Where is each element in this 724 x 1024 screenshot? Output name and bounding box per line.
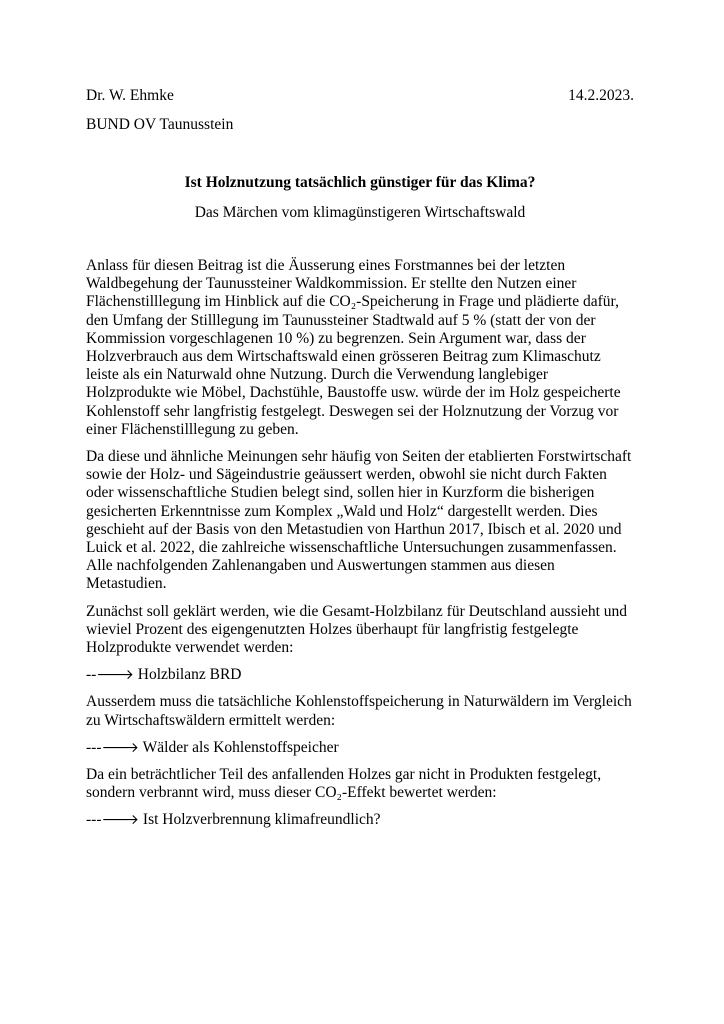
document-date: 14.2.2023. <box>568 87 634 104</box>
link-holzverbrennung[interactable] <box>86 811 634 829</box>
paragraph-context: Da diese und ähnliche Meinungen sehr häufig von Seiten der etablierten Forstwirtschaft sowie der Holz- und Sägeindustrie geäussert werden, obwohl sie nicht durch Fakten oder wissenschaftliche Studien belegt sind, sollen hier in Kurzform die bisherigen gesicherten Erkenntnisse zum Komplex „Wald und Holz“ dargestellt werden. Dies geschieht auf der Basis von den Metastudien von Harthun 2017, Ibisch et al. 2020 und Luick et al. 2022, die zahlreiche wissenschaftliche Untersuchungen zusammenfassen. Alle nachfolgenden Zahlenangaben und Auswertungen stammen aus diesen Metastudien. <box>86 448 632 593</box>
link-label[interactable]: Wälder als Kohlenstoffspeicher <box>142 738 339 756</box>
document-title: Ist Holznutzung tatsächlich günstiger für das Klima? <box>184 174 536 191</box>
paragraph-combustion: Da ein beträchtlicher Teil des anfallenden Holzes gar nicht in Produkten festgelegt, sondern verbrannt wird, muss dieser CO₂-Effekt bewertet werden: <box>86 766 602 802</box>
organization-name: BUND OV Taunusstein <box>86 116 234 133</box>
link-label[interactable]: Holzbilanz BRD <box>137 666 242 684</box>
arrow-right-icon: 🡒 <box>101 812 140 829</box>
paragraph-wood-balance: Zunächst soll geklärt werden, wie die Gesamt-Holzbilanz für Deutschland aussieht und wieviel Prozent des eigengenutzten Holzes überhaupt für langfristig festgelegte Holzprodukte verwendet werden: <box>86 602 628 657</box>
document-subtitle: Das Märchen vom klimagünstigeren Wirtschaftswald <box>194 204 526 221</box>
author-name: Dr. W. Ehmke <box>86 87 174 104</box>
document-body <box>86 257 634 830</box>
arrow-right-icon: 🡒 <box>96 667 134 684</box>
link-kohlenstoffspeicher[interactable] <box>86 739 634 757</box>
link-prefix: -- <box>86 666 97 684</box>
link-holzbilanz[interactable] <box>86 666 634 684</box>
document-page <box>86 86 634 839</box>
arrow-right-icon: 🡒 <box>101 739 140 756</box>
header-row <box>86 86 634 106</box>
link-prefix: --- <box>86 738 102 756</box>
paragraph-carbon-storage: Ausserdem muss die tatsächliche Kohlenstoffspeicherung in Naturwäldern im Vergleich zu Wirtschaftswäldern ermittelt werden: <box>86 693 632 729</box>
link-prefix: --- <box>86 811 102 829</box>
paragraph-intro: Anlass für diesen Beitrag ist die Äusserung eines Forstmannes bei der letzten Waldbegehung der Taunussteiner Waldkommission. Er stellte den Nutzen einer Flächenstilllegung im Hinblick auf die CO₂-Speicherung in Frage und plädierte dafür, den Umfang der Stilllegung im Taunussteiner Stadtwald auf 5 % (statt der von der Kommission vorgeschlagenen 10 %) zu begrenzen. Sein Argument war, dass der Holzverbrauch aus dem Wirtschaftswald einen grösseren Beitrag zum Klimaschutz leiste als ein Naturwald ohne Nutzung. Durch die Verwendung langlebiger Holzprodukte wie Möbel, Dachstühle, Baustoffe usw. würde der im Holz gespeicherte Kohlenstoff sehr langfristig festgelegt. Deswegen sei der Holznutzung der Vorzug vor einer Flächenstilllegung zu geben. <box>86 257 621 438</box>
link-label[interactable]: Ist Holzverbrennung klimafreundlich? <box>142 811 381 829</box>
